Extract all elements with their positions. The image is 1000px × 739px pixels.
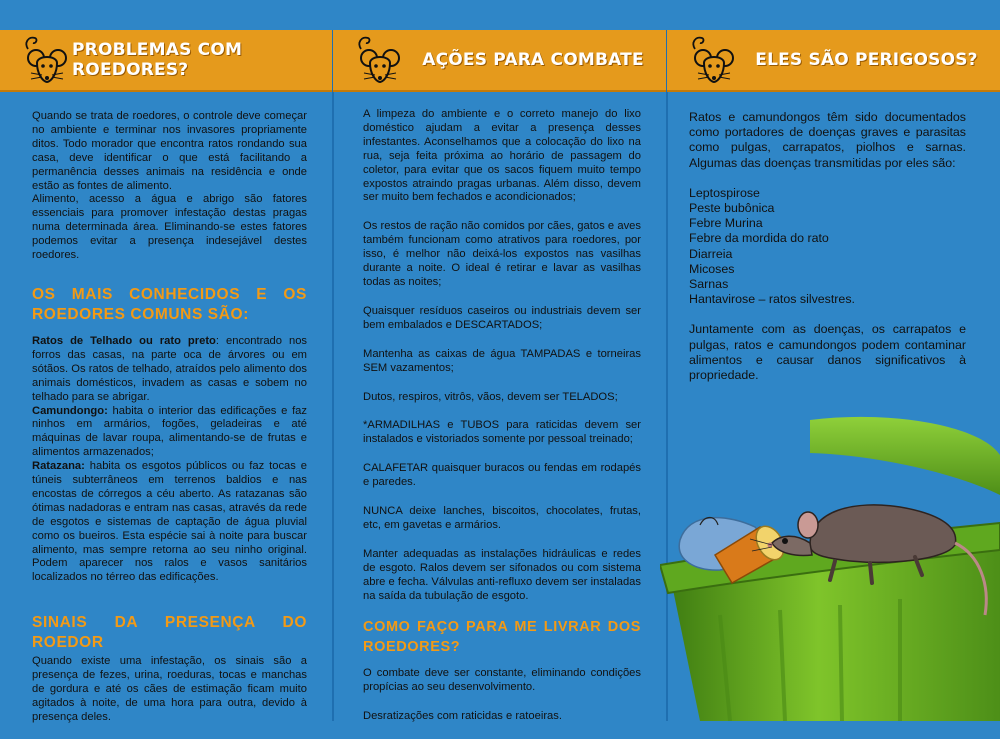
rodent-description [32, 405, 307, 461]
action-paragraph: Os restos de ração não comidos por cães, gatos e aves também funcionam como atrativos para roedores, por isso, é melhor não deixá-los expostos nas vasilhas durante a noite. O ideal é retirar e lavar as vasilhas todas as noites; [363, 220, 641, 288]
rodent-text: : encontrado nos forros das casas, na parte oca de árvores ou em sótãos. Os ratos de telhado, atraídos pelo alimento dos animais domésticos, invadem as casas e sobem no telhado para se abrigar. [32, 334, 308, 403]
action-paragraph: Dutos, respiros, vitrôs, vãos, devem ser TELADOS; [363, 390, 618, 403]
panel-body [32, 110, 307, 725]
disease-list [689, 186, 966, 308]
rodent-name: Camundongo: [32, 404, 108, 417]
action-paragraph: A limpeza do ambiente e o correto manejo do lixo doméstico ajudam a evitar a presença desses infestantes. Aconselhamos que a colocação do lixo na rua, seja feita próxima ao horário de passagem do coletor, para evitar que os sacos fiquem muito tempo expostos atraindo pragas urbanas. Além disso, devem ser muito bem fechados e acondicionados; [363, 108, 641, 204]
action-paragraph: CALAFETAR quaisquer buracos ou fendas em rodapés e paredes. [363, 462, 641, 489]
rodent-text: habita os esgotos públicos ou faz tocas e túneis subterrâneos em terrenos baldios e nas encostas de córregos a céu aberto. As ratazanas são ótimas nadadoras e entram nas casas, através da rede de esgotos e sistemas de captação de água pluvial como os bueiros. Esta espécie sai à noite para buscar alimento, mas sempre retorna ao seu ninho original. Podem aparecer nos ralos e vasos sanitários localizados no térreo das edificações. [32, 460, 307, 584]
action-paragraph: NUNCA deixe lanches, biscoitos, chocolates, frutas, etc, em gavetas e armários. [363, 505, 641, 531]
section-heading: OS MAIS CONHECIDOS E OS ROEDORES COMUNS SÃO: [32, 285, 307, 323]
intro-paragraph: Alimento, acesso a água e abrigo são fatores essenciais para promover infestação destas pragas numa determinada área. Eliminando-se estes fatores podemos evitar a presença indesejável destes roedores. [32, 193, 307, 262]
rodent-text: habita o interior das edificações e faz ninhos em armários, fogões, geladeiras e até máquinas de lavar roupa, alimentando-se de frutas e alimentos armazenados; [32, 404, 307, 459]
rodent-description [32, 335, 307, 405]
solution-paragraph: O combate deve ser constante, eliminando condições propícias ao seu desenvolvimento. [363, 667, 641, 694]
rodent-description [32, 460, 307, 585]
action-paragraph: Quaisquer resíduos caseiros ou industriais devem ser bem embalados e DESCARTADOS; [363, 304, 641, 331]
panel-header [0, 30, 333, 92]
rodent-name: Ratazana: [32, 460, 85, 473]
disease-item: Sarnas [689, 277, 729, 292]
disease-item: Febre da mordida do rato [689, 231, 829, 246]
action-paragraph: Mantenha as caixas de água TAMPADAS e torneiras SEM vazamentos; [363, 347, 641, 374]
disease-item: Hantavirose – ratos silvestres. [689, 292, 855, 307]
section-heading: SINAIS DA PRESENÇA DO ROEDOR [32, 614, 307, 652]
solution-paragraph: Desratizações com raticidas e ratoeiras. [363, 710, 562, 723]
action-paragraph: *ARMADILHAS e TUBOS para raticidas devem ser instalados e vistoriados somente por pessoal treinado; [363, 419, 641, 446]
panel-title: AÇÕES PARA COMBATE [422, 50, 644, 70]
mouse-icon [355, 33, 405, 87]
danger-closing: Juntamente com as doenças, os carrapatos e pulgas, ratos e camundongos podem contaminar alimentos e causar danos significativos à propriedade. [689, 322, 966, 383]
mouse-icon [689, 33, 739, 87]
section-heading: COMO FAÇO PARA ME LIVRAR DOS ROEDORES? [363, 619, 641, 656]
panel-title: ELES SÃO PERIGOSOS? [755, 50, 978, 70]
disease-item: Micoses [689, 261, 735, 276]
panel-problemas [0, 0, 333, 721]
action-paragraph: Manter adequadas as instalações hidráulicas e redes de esgoto. Ralos devem ser sifonados ou com sistema abre e fecha. Válvulas anti-refluxo devem ser instaladas na saída da tubulação de esgoto. [363, 547, 641, 602]
intro-paragraph: Quando se trata de roedores, o controle deve começar no ambiente e terminar nos invasores propriamente ditos. Todo morador que encontra ratos rondando sua casa, deve identificar o que está facilitando a permanência desses animais na residência e onde estão as fontes de alimento. [32, 110, 307, 192]
disease-item: Diarreia [689, 246, 733, 261]
disease-item: Leptospirose [689, 185, 760, 200]
panel-body [689, 110, 966, 398]
panel-header [667, 30, 1000, 92]
panel-acoes [333, 0, 667, 721]
signs-paragraph: Quando existe uma infestação, os sinais são a presença de fezes, urina, roeduras, tocas e manchas de gordura e até os cães de estimação ficam muito agitados à noite, de uma hora para outra, devido à presença deles. [32, 655, 307, 723]
rodent-name: Ratos de Telhado ou rato preto [32, 334, 216, 347]
mouse-icon [22, 33, 72, 87]
disease-item: Febre Murina [689, 216, 763, 231]
panel-header [333, 30, 667, 92]
danger-intro: Ratos e camundongos têm sido documentados como portadores de doenças graves e parasitas como pulgas, carrapatos, piolhos e sarnas. Algumas das doenças transmitidas por eles são: [689, 110, 966, 170]
panel-body [363, 108, 641, 739]
bin-lid [810, 417, 1000, 495]
panel-title: PROBLEMAS COM ROEDORES? [72, 40, 243, 80]
disease-item: Peste bubônica [689, 201, 775, 216]
rat-in-trash-bin-illustration [660, 415, 1000, 721]
